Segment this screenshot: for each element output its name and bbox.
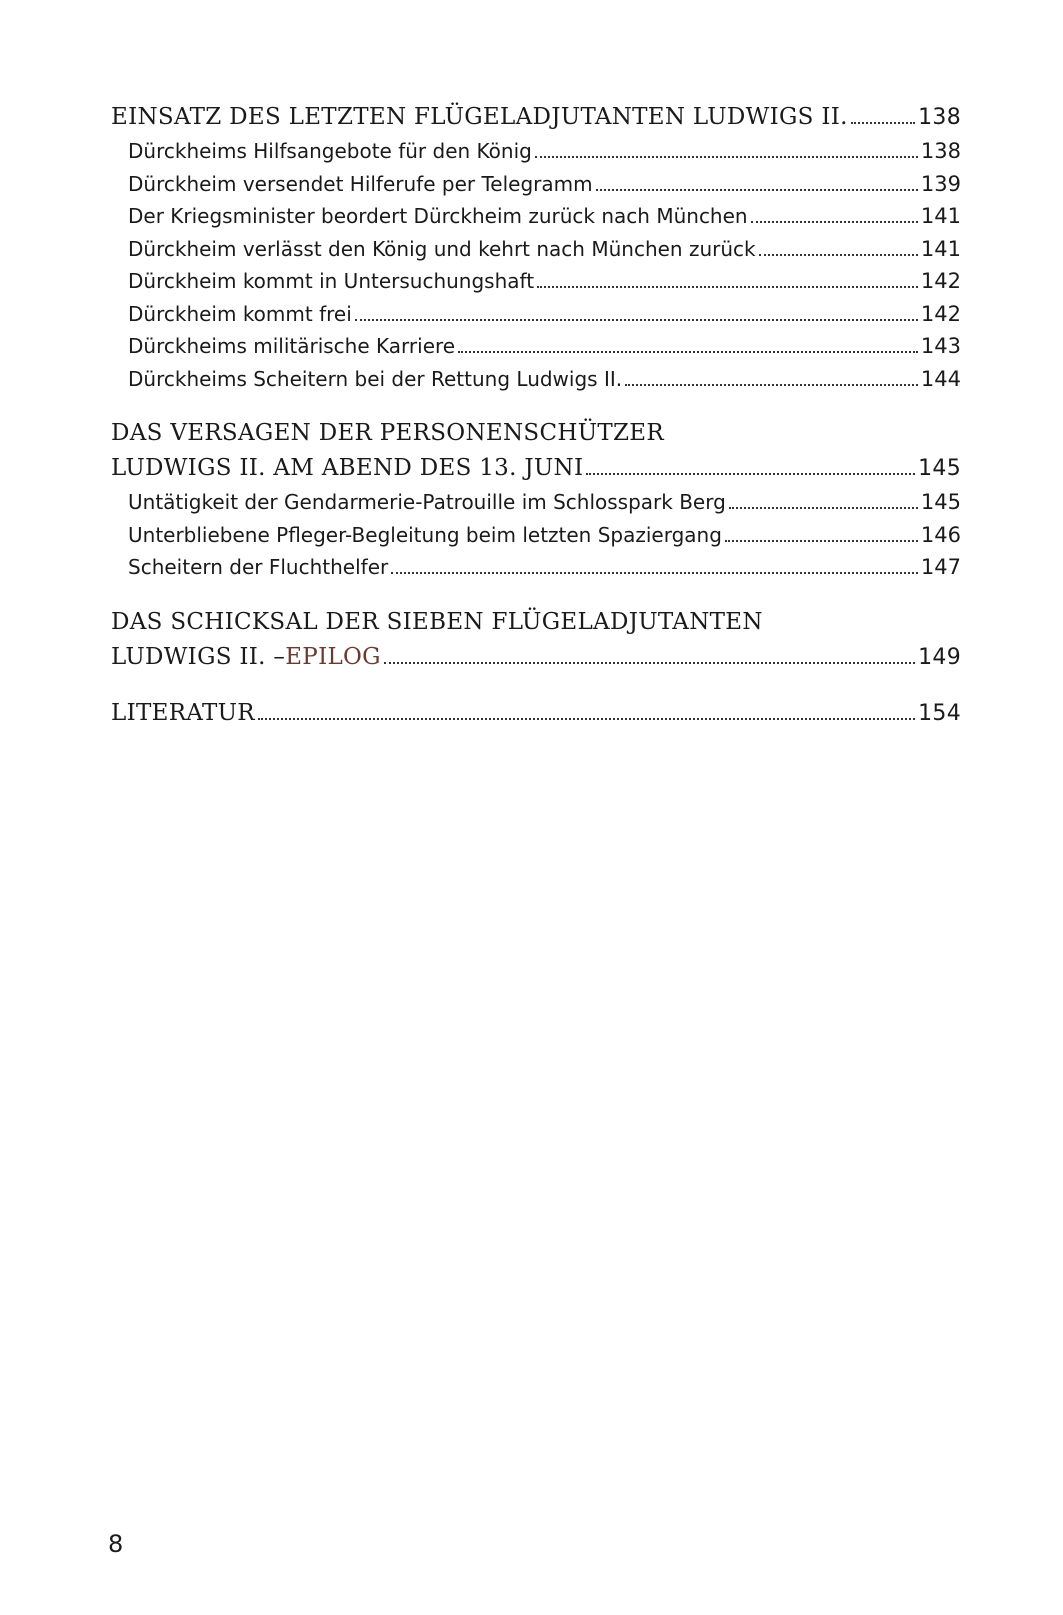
toc-chapter [111, 605, 961, 675]
entry-page-number: 138 [920, 139, 961, 163]
dot-leader [625, 384, 918, 386]
toc-chapter [111, 100, 961, 395]
toc-chapter [111, 696, 961, 731]
toc-entry [111, 168, 961, 201]
dot-leader [596, 189, 918, 191]
chapter-title-line [111, 640, 961, 675]
section-list [111, 486, 961, 584]
entry-page-number: 142 [920, 301, 961, 326]
toc-entry [111, 330, 961, 363]
entry-title: Dürckheim kommt frei [128, 301, 352, 326]
entry-title: Unterbliebene Pfleger-Begleitung beim letzten Spaziergang [128, 522, 722, 547]
entry-page-number: 144 [920, 366, 961, 391]
chapter-title: LITERATUR [111, 699, 255, 726]
chapter-page-number: 145 [918, 456, 961, 481]
entry-title: Der Kriegsminister beordert Dürckheim zurück nach München [128, 204, 748, 228]
dot-leader [759, 254, 918, 256]
dot-leader [391, 572, 918, 574]
toc-entry [111, 486, 961, 519]
toc-entry [111, 519, 961, 552]
dot-leader [725, 540, 918, 542]
chapter-page-number: 138 [918, 105, 961, 130]
entry-page-number: 143 [920, 334, 961, 358]
table-of-contents [111, 100, 961, 752]
entry-page-number: 147 [920, 555, 961, 579]
dot-leader [851, 122, 915, 124]
entry-title: Untätigkeit der Gendarmerie-Patrouille im Schlosspark Berg [128, 490, 726, 514]
entry-title: Dürckheims Hilfsangebote für den König [128, 139, 532, 163]
dot-leader [586, 473, 915, 475]
chapter-title-line [111, 416, 961, 451]
toc-entry [111, 551, 961, 584]
entry-title: Dürckheims Scheitern bei der Rettung Ludwigs II. [128, 366, 623, 391]
entry-title: Dürckheim versendet Hilferufe per Telegramm [128, 171, 593, 196]
toc-entry [111, 363, 961, 396]
chapter-title-line [111, 605, 961, 640]
chapter-title: LUDWIGS II. – [111, 643, 286, 670]
entry-page-number: 145 [920, 490, 961, 514]
chapter-title: DAS SCHICKSAL DER SIEBEN FLÜGELADJUTANTEN [111, 608, 763, 635]
entry-title: Dürckheim kommt in Untersuchungshaft [128, 269, 535, 293]
dot-leader [384, 662, 915, 664]
entry-page-number: 146 [920, 522, 961, 547]
chapter-page-number: 154 [918, 700, 961, 726]
entry-page-number: 141 [920, 236, 961, 261]
toc-entry [111, 135, 961, 168]
entry-page-number: 142 [920, 269, 961, 293]
toc-entry [111, 265, 961, 298]
entry-page-number: 139 [920, 171, 961, 196]
chapter-subtitle: EPILOG [285, 643, 381, 670]
entry-page-number: 141 [920, 204, 961, 228]
chapter-page-number: 149 [918, 644, 961, 670]
dot-leader [258, 718, 915, 720]
chapter-title: LUDWIGS II. AM ABEND DES 13. JUNI [111, 455, 584, 481]
dot-leader [537, 286, 918, 288]
toc-entry [111, 298, 961, 331]
dot-leader [458, 351, 918, 353]
section-list [111, 135, 961, 395]
dot-leader [535, 156, 918, 158]
dot-leader [751, 221, 918, 223]
chapter-title-line [111, 100, 961, 135]
toc-chapter [111, 416, 961, 584]
dot-leader [729, 507, 918, 509]
toc-entry [111, 200, 961, 233]
entry-title: Dürckheims militärische Karriere [128, 334, 456, 358]
toc-entry [111, 233, 961, 266]
page-number: 8 [108, 1530, 124, 1558]
chapter-title-line [111, 696, 961, 731]
entry-title: Dürckheim verlässt den König und kehrt nach München zurück [128, 236, 756, 261]
entry-title: Scheitern der Fluchthelfer [128, 555, 389, 579]
chapter-title: EINSATZ DES LETZTEN FLÜGELADJUTANTEN LUDWIGS II. [111, 104, 848, 130]
dot-leader [355, 319, 918, 321]
chapter-title-line [111, 451, 961, 486]
chapter-title: DAS VERSAGEN DER PERSONENSCHÜTZER [111, 420, 665, 446]
